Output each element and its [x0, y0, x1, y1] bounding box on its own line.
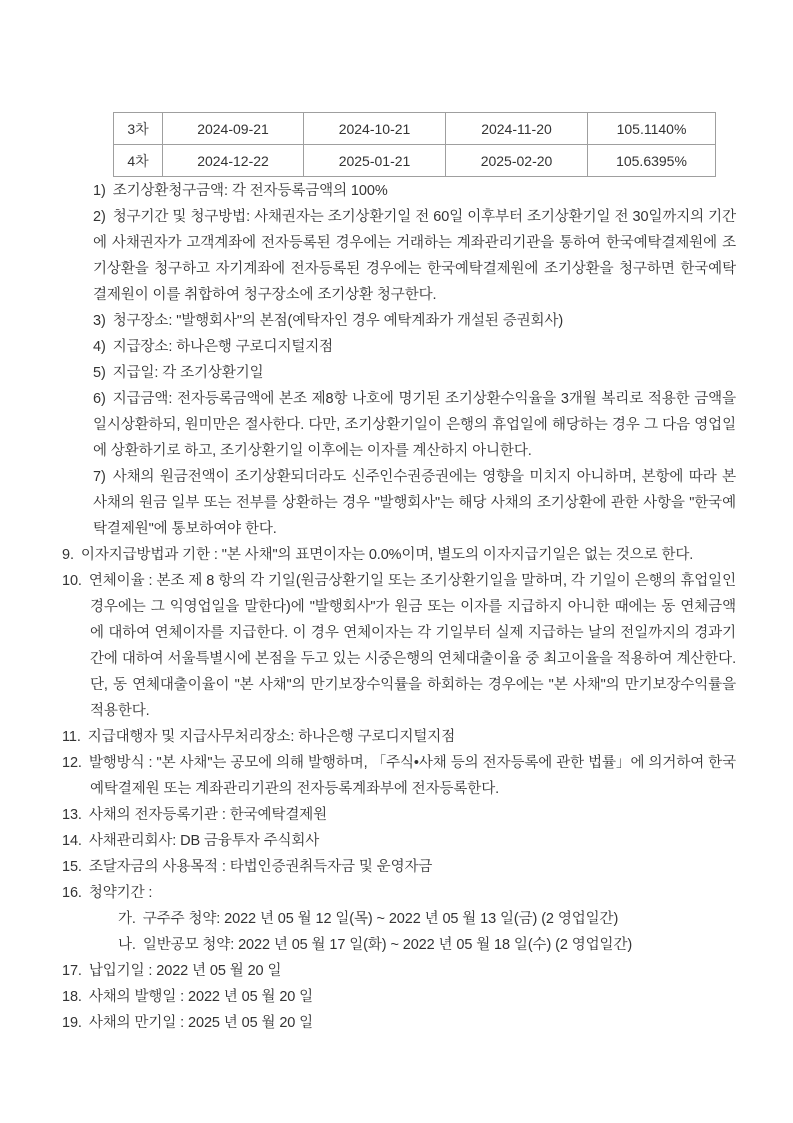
clause-11	[62, 724, 736, 750]
clause-9	[62, 542, 736, 568]
clause-text: 지급대행자 및 지급사무처리장소: 하나은행 구로디지털지점	[87, 729, 456, 745]
clause-text: 사채의 발행일 : 2022 년 05 월 20 일	[88, 989, 314, 1005]
child-number: 가.	[118, 911, 136, 927]
sub-item-6	[62, 386, 736, 464]
child-number: 나.	[118, 937, 136, 953]
table-cell-date: 2024-11-20	[446, 113, 588, 145]
clause-17	[62, 958, 736, 984]
clause-number: 16.	[62, 885, 82, 901]
clause-18	[62, 984, 736, 1010]
clause-text: 사채의 전자등록기관 : 한국예탁결제원	[88, 807, 328, 823]
clause-12	[62, 750, 736, 802]
table-cell-date: 2025-02-20	[446, 145, 588, 177]
sub-item-2	[62, 204, 736, 308]
early-redemption-schedule-table	[113, 112, 716, 177]
sub-item-7	[62, 464, 736, 542]
clause-13	[62, 802, 736, 828]
sub-item-number: 1)	[93, 183, 106, 199]
clause-15	[62, 854, 736, 880]
clause-10	[62, 568, 736, 724]
sub-item-number: 7)	[93, 469, 106, 485]
clause-number: 12.	[62, 755, 82, 771]
table-cell-round: 4차	[114, 145, 163, 177]
child-text: 일반공모 청약: 2022 년 05 월 17 일(화) ~ 2022 년 05 월 18 일(수) (2 영업일간)	[142, 937, 633, 953]
sub-item-text: 지급장소: 하나은행 구로디지털지점	[112, 339, 334, 355]
table-cell-date: 2024-12-22	[163, 145, 304, 177]
clause-text: 청약기간 :	[88, 885, 153, 901]
document-body	[62, 178, 736, 1036]
sub-item-text: 사채의 원금전액이 조기상환되더라도 신주인수권증권에는 영향을 미치지 아니하며, 본항에 따라 본 사채의 원금 일부 또는 전부를 상환하는 경우 "발행회사"는 해당 사채의 조기상환에 관한 사항을 "한국예탁결제원"에 통보하여야 한다.	[93, 469, 736, 537]
sub-item-5	[62, 360, 736, 386]
clause-text: 납입기일 : 2022 년 05 월 20 일	[88, 963, 282, 979]
clause-number: 11.	[62, 729, 81, 745]
table-row	[114, 113, 716, 145]
clause-number: 19.	[62, 1015, 82, 1031]
clause-number: 13.	[62, 807, 82, 823]
sub-item-number: 3)	[93, 313, 106, 329]
clause-16-child-na	[62, 932, 736, 958]
clause-number: 14.	[62, 833, 82, 849]
sub-item-number: 4)	[93, 339, 106, 355]
sub-item-3	[62, 308, 736, 334]
clause-16-child-ga	[62, 906, 736, 932]
sub-item-text: 지급일: 각 조기상환기일	[112, 365, 264, 381]
table-cell-date: 2025-01-21	[304, 145, 446, 177]
clause-19	[62, 1010, 736, 1036]
table-cell-rate: 105.6395%	[588, 145, 716, 177]
table-cell-date: 2024-09-21	[163, 113, 304, 145]
clause-text: 연체이율 : 본조 제 8 항의 각 기일(원금상환기일 또는 조기상환기일을 말하며, 각 기일이 은행의 휴업일인 경우에는 그 익영업일을 말한다)에 "발행회사"가 원금 또는 이자를 지급하지 아니한 때에는 동 연체금액에 대하여 연체이자를 지급한다. 이 경우 연체이자는 각 기일부터 실제 지급하는 날의 전일까지의 경과기간에 대하여 서울특별시에 본점을 두고 있는 시중은행의 연체대출이율 중 최고이율을 적용하여 계산한다. 단, 동 연체대출이율이 "본 사채"의 만기보장수익률을 하회하는 경우에는 "본 사채"의 만기보장수익률을 적용한다.	[88, 573, 736, 719]
sub-item-number: 6)	[93, 391, 106, 407]
sub-item-text: 청구장소: "발행회사"의 본점(예탁자인 경우 예탁계좌가 개설된 증권회사)	[112, 313, 564, 329]
clause-number: 15.	[62, 859, 82, 875]
clause-number: 10.	[62, 573, 82, 589]
clause-text: 조달자금의 사용목적 : 타법인증권취득자금 및 운영자금	[88, 859, 433, 875]
table-cell-round: 3차	[114, 113, 163, 145]
sub-item-number: 5)	[93, 365, 106, 381]
sub-item-text: 조기상환청구금액: 각 전자등록금액의 100%	[112, 183, 388, 199]
sub-item-4	[62, 334, 736, 360]
sub-item-number: 2)	[93, 209, 106, 225]
clause-number: 9.	[62, 547, 74, 563]
clause-number: 18.	[62, 989, 82, 1005]
clause-text: 발행방식 : "본 사채"는 공모에 의해 발행하며, 「주식•사채 등의 전자등록에 관한 법률」에 의거하여 한국예탁결제원 또는 계좌관리기관의 전자등록계좌부에 전자등록한다.	[88, 755, 736, 797]
clause-text: 사채의 만기일 : 2025 년 05 월 20 일	[88, 1015, 314, 1031]
clause-16	[62, 880, 736, 906]
sub-item-1	[62, 178, 736, 204]
clause-text: 사채관리회사: DB 금융투자 주식회사	[88, 833, 320, 849]
sub-item-text: 지급금액: 전자등록금액에 본조 제8항 나호에 명기된 조기상환수익율을 3개월 복리로 적용한 금액을 일시상환하되, 원미만은 절사한다. 다만, 조기상환기일이 은행의 휴업일에 해당하는 경우 그 다음 영업일에 상환하기로 하고, 조기상환기일 이후에는 이자를 계산하지 아니한다.	[93, 391, 736, 459]
table-cell-rate: 105.1140%	[588, 113, 716, 145]
table-row	[114, 145, 716, 177]
child-text: 구주주 청약: 2022 년 05 월 12 일(목) ~ 2022 년 05 월 13 일(금) (2 영업일간)	[142, 911, 619, 927]
table-cell-date: 2024-10-21	[304, 113, 446, 145]
clause-14	[62, 828, 736, 854]
sub-item-text: 청구기간 및 청구방법: 사채권자는 조기상환기일 전 60일 이후부터 조기상환기일 전 30일까지의 기간에 사채권자가 고객계좌에 전자등록된 경우에는 거래하는 계좌관리기관을 통하여 한국예탁결제원에 조기상환을 청구하고 자기계좌에 전자등록된 경우에는 한국예탁결제원에 조기상환을 청구하면 한국예탁결제원이 이를 취합하여 청구장소에 조기상환 청구한다.	[93, 209, 736, 303]
clause-number: 17.	[62, 963, 82, 979]
clause-text: 이자지급방법과 기한 : "본 사채"의 표면이자는 0.0%이며, 별도의 이자지급기일은 없는 것으로 한다.	[80, 547, 694, 563]
